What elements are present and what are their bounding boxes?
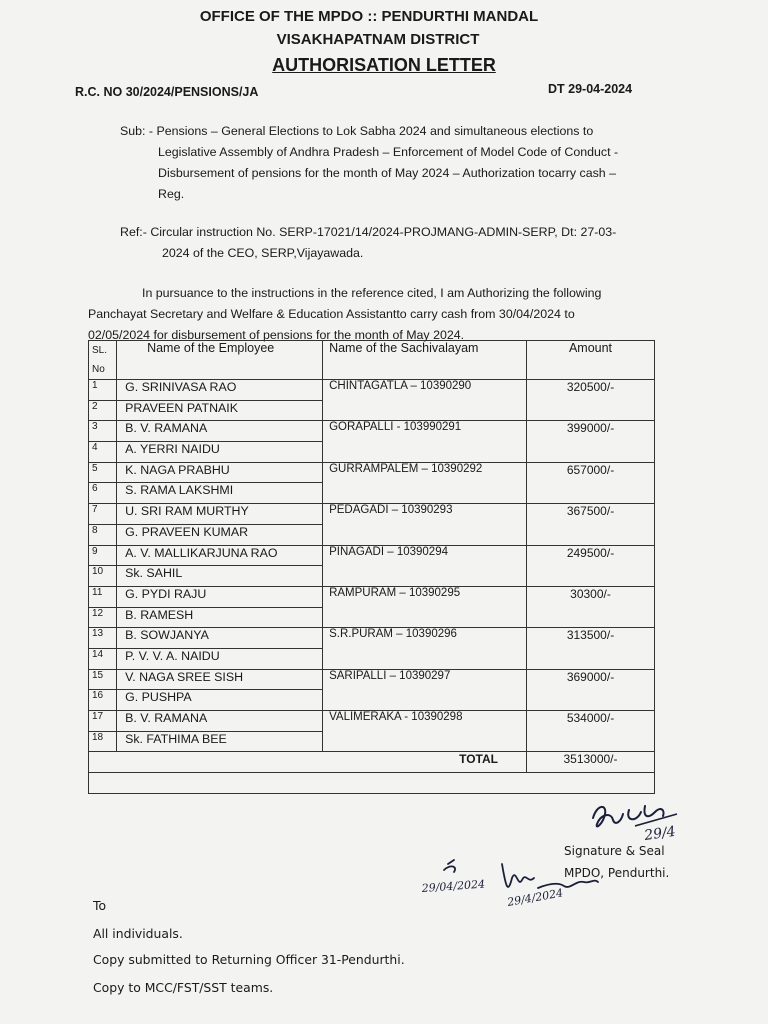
table-row: [89, 504, 655, 525]
to-label: To: [93, 898, 107, 913]
sl-no-cell: 5: [89, 462, 117, 483]
initial-mark-2: [498, 858, 608, 914]
to-line-3: Copy to MCC/FST/SST teams.: [93, 980, 274, 995]
employee-name-cell: B. V. RAMANA: [117, 711, 323, 732]
sl-no-header: [89, 341, 117, 380]
reference-paragraph: [120, 222, 660, 264]
table-row: [89, 380, 655, 401]
initial-1-stroke: [444, 860, 455, 872]
amount-cell: 369000/-: [527, 669, 655, 710]
mpdo-signature-stroke: [593, 806, 664, 826]
letter-date: DT 29-04-2024: [548, 82, 633, 96]
sl-header-line-2: No: [92, 364, 105, 375]
sl-no-cell: 16: [89, 690, 117, 711]
sl-no-cell: 13: [89, 628, 117, 649]
table-row: [89, 462, 655, 483]
sl-no-cell: 7: [89, 504, 117, 525]
sachivalayam-cell: SARIPALLI – 10390297: [323, 669, 527, 710]
blank-cell: [89, 773, 655, 794]
employee-name-cell: U. SRI RAM MURTHY: [117, 504, 323, 525]
office-heading: OFFICE OF THE MPDO :: PENDURTHI MANDAL: [199, 8, 539, 25]
reference-label: Ref:-: [120, 225, 147, 239]
amount-cell: 30300/-: [527, 586, 655, 627]
signature-date: 29/4: [643, 823, 677, 844]
total-label: TOTAL: [89, 752, 527, 773]
employee-name-cell: B. SOWJANYA: [117, 628, 323, 649]
sl-no-cell: 17: [89, 711, 117, 732]
sachivalayam-cell: GORAPALLI - 103990291: [323, 421, 527, 462]
subject-line-2: Legislative Assembly of Andhra Pradesh – Enforcement of Model Code of Conduct -: [158, 145, 619, 159]
table-body: [89, 380, 655, 794]
employee-name-cell: P. V. V. A. NAIDU: [117, 648, 323, 669]
amount-cell: 367500/-: [527, 504, 655, 545]
sachivalayam-cell: PINAGADI – 10390294: [323, 545, 527, 586]
rc-number: R.C. NO 30/2024/PENSIONS/JA: [75, 85, 259, 99]
table-row: [89, 711, 655, 732]
table-row: [89, 586, 655, 607]
sl-no-cell: 10: [89, 566, 117, 587]
employee-name-cell: G. PYDI RAJU: [117, 586, 323, 607]
table-row: [89, 669, 655, 690]
sl-no-cell: 9: [89, 545, 117, 566]
amount-cell: 534000/-: [527, 711, 655, 752]
intro-line-2: Panchayat Secretary and Welfare & Education Assistantto carry cash from 30/04/2024 to: [88, 307, 575, 321]
signature-line-2: MPDO, Pendurthi.: [564, 866, 670, 880]
employee-name-cell: G. PRAVEEN KUMAR: [117, 524, 323, 545]
amount-cell: 249500/-: [527, 545, 655, 586]
to-line-2: Copy submitted to Returning Officer 31-Pendurthi.: [93, 952, 405, 967]
sl-no-cell: 12: [89, 607, 117, 628]
employee-name-cell: Sk. FATHIMA BEE: [117, 731, 323, 752]
intro-paragraph: [88, 283, 650, 346]
reference-line-1: Circular instruction No. SERP-17021/14/2024-PROJMANG-ADMIN-SERP, Dt: 27-03-: [150, 225, 617, 239]
blank-row: [89, 773, 655, 794]
amount-cell: 313500/-: [527, 628, 655, 669]
table-row: [89, 628, 655, 649]
initial-2-stroke: [502, 864, 598, 888]
employee-name-header: Name of the Employee: [117, 341, 323, 380]
sachivalayam-cell: S.R.PURAM – 10390296: [323, 628, 527, 669]
sl-no-cell: 1: [89, 380, 117, 401]
initial-1-date: 29/04/2024: [421, 877, 486, 895]
amount-cell: 657000/-: [527, 462, 655, 503]
sachivalayam-cell: CHINTAGATLA – 10390290: [323, 380, 527, 421]
employee-name-cell: K. NAGA PRABHU: [117, 462, 323, 483]
letter-title: AUTHORISATION LETTER: [272, 55, 496, 75]
sl-header-line-1: SL.: [92, 345, 108, 356]
total-amount: 3513000/-: [527, 752, 655, 773]
employee-name-cell: G. PUSHPA: [117, 690, 323, 711]
to-line-1: All individuals.: [93, 926, 183, 941]
employee-name-cell: B. RAMESH: [117, 607, 323, 628]
sachivalayam-cell: PEDAGADI – 10390293: [323, 504, 527, 545]
employee-name-cell: PRAVEEN PATNAIK: [117, 400, 323, 421]
amount-header: Amount: [527, 341, 655, 380]
sl-no-cell: 8: [89, 524, 117, 545]
employee-name-cell: B. V. RAMANA: [117, 421, 323, 442]
sl-no-cell: 14: [89, 648, 117, 669]
subject-line-4: Reg.: [158, 187, 185, 201]
employee-name-cell: A. YERRI NAIDU: [117, 442, 323, 463]
sl-no-cell: 2: [89, 400, 117, 421]
employee-name-cell: S. RAMA LAKSHMI: [117, 483, 323, 504]
sachivalayam-cell: RAMPURAM – 10390295: [323, 586, 527, 627]
reference-line-2: 2024 of the CEO, SERP,Vijayawada.: [162, 246, 364, 260]
employee-name-cell: Sk. SAHIL: [117, 566, 323, 587]
subject-paragraph: [120, 121, 660, 205]
sachivalayam-cell: VALIMERAKA - 10390298: [323, 711, 527, 752]
subject-label: Sub: -: [120, 124, 154, 138]
table-header-row: [89, 341, 655, 380]
employee-name-cell: A. V. MALLIKARJUNA RAO: [117, 545, 323, 566]
subject-line-1: Pensions – General Elections to Lok Sabha 2024 and simultaneous elections to: [156, 124, 594, 138]
initial-mark-1: [420, 858, 510, 902]
amount-cell: 399000/-: [527, 421, 655, 462]
sl-no-cell: 4: [89, 442, 117, 463]
total-row: [89, 752, 655, 773]
intro-line-1: In pursuance to the instructions in the reference cited, I am Authorizing the following: [142, 286, 602, 300]
sl-no-cell: 3: [89, 421, 117, 442]
employee-name-cell: V. NAGA SREE SISH: [117, 669, 323, 690]
authorisation-table: [88, 340, 655, 794]
sl-no-cell: 6: [89, 483, 117, 504]
amount-cell: 320500/-: [527, 380, 655, 421]
sl-no-cell: 11: [89, 586, 117, 607]
table-row: [89, 545, 655, 566]
signature-line-1: Signature & Seal: [564, 844, 665, 858]
initial-2-date: 29/4/2024: [506, 886, 565, 909]
sachivalayam-header: Name of the Sachivalayam: [323, 341, 527, 380]
sl-no-cell: 18: [89, 731, 117, 752]
employee-name-cell: G. SRINIVASA RAO: [117, 380, 323, 401]
intro-line-3: 02/05/2024 for disbursement of pensions for the month of May 2024.: [88, 328, 465, 342]
sl-no-cell: 15: [89, 669, 117, 690]
district-heading: VISAKHAPATNAM DISTRICT: [276, 31, 480, 48]
table-row: [89, 421, 655, 442]
subject-line-3: Disbursement of pensions for the month of May 2024 – Authorization tocarry cash –: [158, 166, 617, 180]
sachivalayam-cell: GURRAMPALEM – 10390292: [323, 462, 527, 503]
